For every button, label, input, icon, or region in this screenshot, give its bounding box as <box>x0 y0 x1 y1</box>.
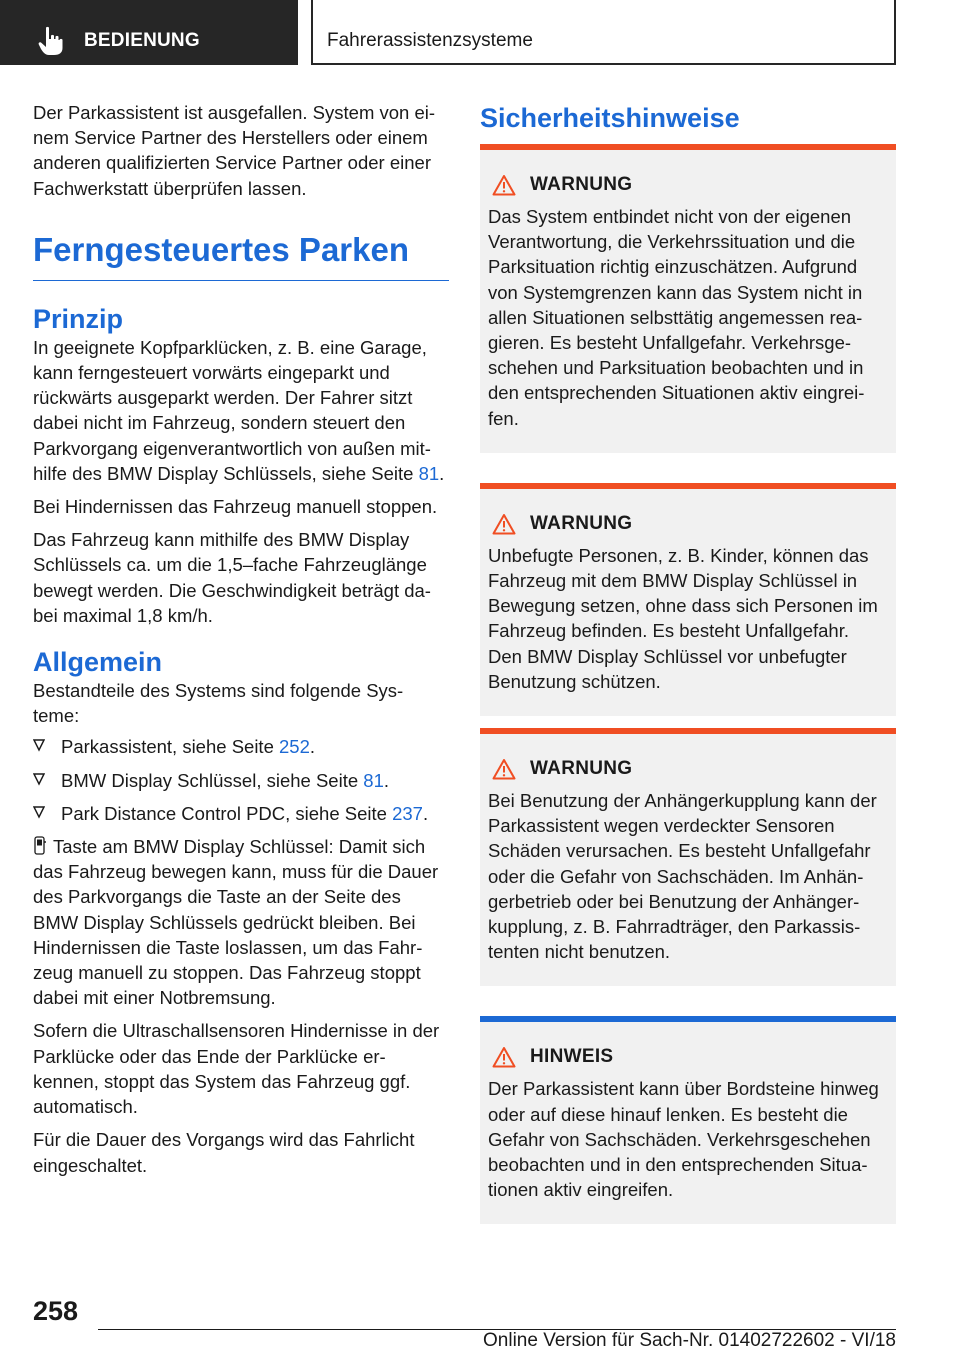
warning-box <box>480 144 896 453</box>
key-paragraph-text: Taste am BMW Display Schlüssel: Damit sich das Fahrzeug bewegen kann, muss für die Dauer des Parkvorgangs die Taste an der Seite des BMW Display Schlüssels gedrückt bleiben. Bei Hindernissen die Taste loslassen, um das Fahr-zeug manuell zu stoppen. Das Fahrzeug stoppt dabei mit einer Notbremsung. <box>33 836 439 1009</box>
footer-online-version: Online Version für Sach-Nr. 01402722602 - VI/18 <box>483 1330 896 1351</box>
section-label: BEDIENUNG <box>84 30 200 51</box>
allgemein-intro: Bestandteile des Systems sind folgende Sys-teme: <box>33 680 404 727</box>
triangle-bullet-icon <box>33 738 45 752</box>
left-column <box>33 100 449 1178</box>
notice-box <box>480 1016 896 1224</box>
list-item-end: . <box>422 802 429 824</box>
chapter-header <box>311 0 896 65</box>
notice-label: HINWEIS <box>530 1046 614 1068</box>
notice-triangle-icon <box>492 1046 516 1068</box>
page-link-252[interactable]: 252 <box>279 736 310 758</box>
warning-text: Das System entbindet nicht von der eigenen Verantwortung, die Verkehrssituation und die Parksituation richtig einzuschätzen. Aufgrund von Systemgrenzen kann das System nicht in allen Situationen selbsttätig angemessen rea-gieren. Es besteht Unfallgefahr. Verkehrsge-schehen und Parksituation beobachten und in den entsprechenden Situationen aktiv eingrei-fen. <box>488 206 865 429</box>
list-item-text: Park Distance Control PDC, siehe Seite <box>61 802 393 824</box>
warning-triangle-icon <box>492 174 516 196</box>
section-tab <box>0 0 298 65</box>
prinzip-paragraph-1-text: In geeignete Kopfparklücken, z. B. eine Garage, kann ferngesteuert vorwärts eingeparkt und rückwärts ausgeparkt werden. Der Fahrer sitzt dabei nicht im Fahrzeug, sondern steuert den Parkvorgang eigenverantwortlich von außen mit-hilfe des BMW Display Schlüssels, siehe Seite <box>33 336 431 484</box>
prinzip-paragraph-2: Bei Hindernissen das Fahrzeug manuell stoppen. <box>33 496 438 518</box>
display-key-icon <box>33 836 47 856</box>
list-item-end: . <box>383 769 389 791</box>
page-link-237[interactable]: 237 <box>392 802 423 824</box>
list-item <box>33 734 449 759</box>
safety-title: Sicherheitshinweise <box>480 103 740 133</box>
triangle-bullet-icon <box>33 805 45 819</box>
warning-label: WARNUNG <box>530 512 633 534</box>
key-paragraph <box>33 834 449 1010</box>
page-link-81[interactable]: 81 <box>363 769 384 791</box>
warning-triangle-icon <box>492 513 516 535</box>
list-item-text: BMW Display Schlüssel, siehe Seite <box>61 769 364 791</box>
warning-triangle-icon <box>492 758 516 780</box>
list-item-end: . <box>309 736 316 758</box>
chapter-label: Fahrerassistenzsysteme <box>327 30 533 51</box>
warning-label: WARNUNG <box>530 758 633 780</box>
allgemein-heading: Allgemein <box>33 647 163 678</box>
warning-box <box>480 728 896 986</box>
warning-text: Bei Benutzung der Anhängerkupplung kann der Parkassistent wegen verdeckter Sensoren Schäden verursachen. Es besteht Unfallgefahr oder die Gefahr von Sachschäden. Im Anhän-gerbetrieb oder bei Benutzung der Anhänger-kupplung, z. B. Fahrradträger, den Parkassis-tenten nicht benutzen. <box>488 790 877 963</box>
light-paragraph: Für die Dauer des Vorgangs wird das Fahrlicht eingeschaltet. <box>33 1129 415 1176</box>
notice-text: Der Parkassistent kann über Bordsteine hinweg oder auf diese hinauf lenken. Es besteht die Gefahr von Sachschäden. Verkehrsgeschehen beobachten und in den entsprechenden Situa-tionen aktiv eingreifen. <box>488 1078 879 1201</box>
intro-paragraph: Der Parkassistent ist ausgefallen. System von ei-nem Service Partner des Herstellers oder einem anderen qualifizierten Service Partner oder einer Fachwerkstatt überprüfen lassen. <box>33 102 436 199</box>
prinzip-paragraph-1-end: . <box>439 462 445 484</box>
list-item <box>33 768 449 793</box>
components-list <box>33 734 449 826</box>
page-number: 258 <box>33 1296 79 1326</box>
page-link-81[interactable]: 81 <box>418 462 440 484</box>
prinzip-paragraph-1 <box>33 335 449 486</box>
list-item <box>33 801 449 826</box>
sensors-paragraph: Sofern die Ultraschallsensoren Hindernisse in der Parklücke oder das Ende der Parklücke er-kennen, stoppt das System das Fahrzeug ggf. automatisch. <box>33 1020 440 1118</box>
list-item-text: Parkassistent, siehe Seite <box>61 736 279 758</box>
main-title: Ferngesteuertes Parken <box>33 230 449 281</box>
prinzip-heading: Prinzip <box>33 303 124 334</box>
right-column <box>480 100 896 1236</box>
triangle-bullet-icon <box>33 772 45 786</box>
warning-text: Unbefugte Personen, z. B. Kinder, können das Fahrzeug mit dem BMW Display Schlüssel in Bewegung setzen, ohne dass sich Personen im Fahrzeug befinden. Es besteht Unfallgefahr. Den BMW Display Schlüssel vor unbefugter Benutzung schützen. <box>488 544 878 692</box>
prinzip-paragraph-3: Das Fahrzeug kann mithilfe des BMW Display Schlüssels ca. um die 1,5–fache Fahrzeuglänge bewegt werden. Die Geschwindigkeit beträgt da-bei maximal 1,8 km/h. <box>33 529 431 626</box>
warning-label: WARNUNG <box>530 174 633 195</box>
warning-box <box>480 483 896 716</box>
hand-pointer-icon <box>38 26 64 56</box>
